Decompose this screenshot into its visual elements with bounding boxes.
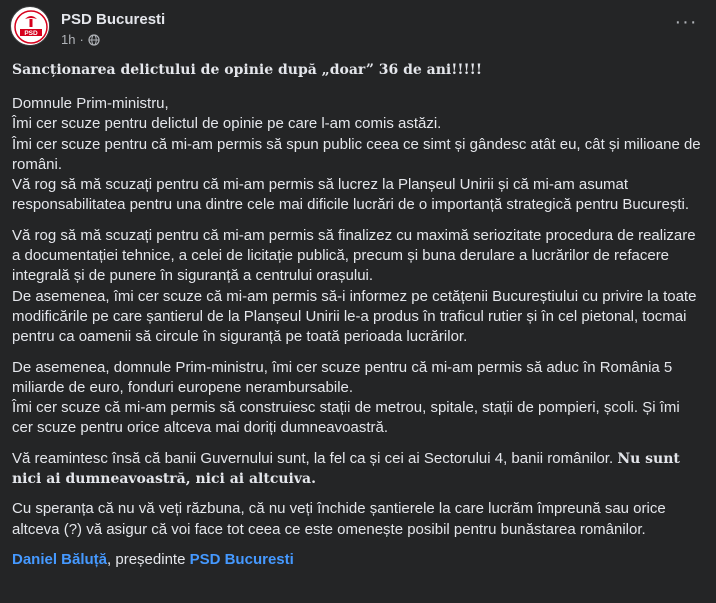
reminder-bold-text: Nu sunt nici ai dumneavoastră, nici ai altcuiva.: [12, 450, 680, 488]
paragraph-4: [12, 449, 704, 490]
more-options-button[interactable]: ···: [674, 11, 698, 33]
post-title: Sancționarea delictului de opinie după „doar” 36 de ani!!!!!: [12, 62, 482, 78]
post-body: [12, 60, 704, 580]
author-name[interactable]: PSD Bucuresti: [61, 11, 166, 28]
paragraph-2: [12, 226, 704, 348]
text-line: Îmi cer scuze că mi-am permis să construiesc stații de metrou, spitale, stații de pompieri, școli. Și îmi cer scuze pentru orice altceva mai doriți dumneavoastră.: [12, 399, 680, 437]
page-avatar[interactable]: [10, 6, 50, 46]
signature-org-link[interactable]: PSD Bucuresti: [189, 550, 294, 568]
logo-text: PSD: [24, 30, 38, 37]
psd-logo-icon: [11, 7, 50, 46]
post-header: [10, 6, 706, 52]
signature-name-link[interactable]: Daniel Băluță: [12, 550, 108, 568]
signature-role: , președinte: [107, 550, 190, 568]
text-line: Domnule Prim-ministru,: [12, 95, 169, 112]
text-line: De asemenea, domnule Prim-ministru, îmi cer scuze pentru că mi-am permis să aduc în România 5 miliarde de euro, fonduri europene nerambursabile.: [12, 358, 673, 396]
reminder-text: Vă reamintesc însă că banii Guvernului sunt, la fel ca și cei ai Sectorului 4, banii românilor.: [12, 449, 618, 467]
paragraph-5: Cu speranța că nu vă veți răzbuna, că nu veți închide șantierele la care lucrăm împreună sau orice altceva (?) vă asigur că voi face tot ceea ce este omenește posibil pentru bunăstarea românilor.: [12, 500, 666, 538]
text-line: Vă rog să mă scuzați pentru că mi-am permis să lucrez la Planșeul Unirii și că mi-am asumat responsabilitatea pentru una dintre cele mai dificile lucrări de o importanță strategică pentru București.: [12, 176, 690, 214]
paragraph-3: [12, 358, 704, 439]
globe-icon[interactable]: [88, 34, 100, 46]
text-line: Vă rog să mă scuzați pentru că mi-am permis să finalizez cu maximă seriozitate procedura de realizare a documentației tehnice, a celei de licitație publică, precum și buna derulare a lucrărilor de refacere integrală și de punere în siguranță a centrului orașului.: [12, 226, 696, 285]
text-line: Îmi cer scuze pentru că mi-am permis să spun public ceea ce simt și gândesc atât eu, cât și milioane de români.: [12, 135, 701, 173]
paragraph-1: [12, 94, 704, 216]
signature: [12, 550, 704, 570]
text-line: Îmi cer scuze pentru delictul de opinie pe care l-am comis astăzi.: [12, 115, 442, 133]
post-meta: [61, 32, 100, 47]
post-time[interactable]: 1h: [61, 32, 76, 47]
meta-separator: ·: [79, 32, 84, 47]
text-line: De asemenea, îmi cer scuze că mi-am permis să-i informez pe cetățenii Bucureștiului cu privire la toate modificările pe care șantierul de la Planșeul Unirii le-a produs în traficul rutier și în cel pietonal, tocmai pentru ca oamenii să circule în siguranță pe toată perioada lucrărilor.: [12, 287, 697, 346]
